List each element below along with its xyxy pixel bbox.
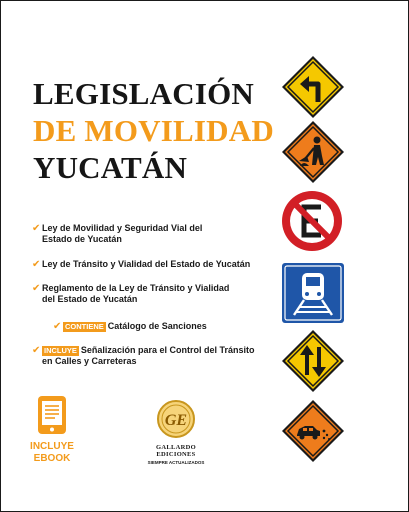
- includes-tag: INCLUYE: [44, 346, 77, 355]
- list-item: [53, 321, 272, 332]
- publisher-logo: [141, 399, 211, 466]
- list-item-text: Ley de Tránsito y Vialidad del Estado de Yucatán: [42, 259, 251, 269]
- check-icon: ✔: [32, 259, 41, 270]
- list-item-text: Reglamento de la Ley de Tránsito y Vialidad del Estado de Yucatán: [42, 283, 230, 304]
- ebook-label: [25, 441, 79, 465]
- publisher-monogram: GE: [164, 412, 188, 429]
- publisher-motto: SIEMPRE ACTUALIZADOS: [147, 460, 205, 465]
- slippery-road-sign-icon: [280, 398, 346, 464]
- list-item: [32, 259, 272, 270]
- two-way-traffic-sign-icon: [280, 328, 346, 394]
- tablet-icon: [35, 394, 69, 436]
- check-icon: ✔: [32, 223, 41, 234]
- check-icon: ✔: [32, 283, 41, 294]
- list-item-text: Señalización para el Control del Tránsito en Calles y Carreteras: [42, 345, 255, 366]
- left-turn-sign-icon: [280, 54, 346, 120]
- ebook-label-line-1: INCLUYE: [30, 441, 74, 452]
- contains-tag: CONTIENE: [65, 322, 104, 331]
- no-parking-sign-icon: [280, 189, 344, 253]
- check-icon: ✔: [53, 321, 62, 332]
- check-icon: ✔: [32, 345, 41, 356]
- list-item: [32, 345, 257, 367]
- contents-list: [32, 223, 272, 367]
- ebook-badge: [31, 394, 73, 465]
- publisher-name: [141, 444, 211, 458]
- ebook-label-line-2: EBOOK: [33, 453, 71, 464]
- list-item-text: Catálogo de Sanciones: [107, 321, 207, 331]
- cover-title: [33, 75, 274, 186]
- title-line-1: LEGISLACIÓN: [33, 76, 254, 111]
- railway-station-sign-icon: [282, 263, 344, 323]
- publisher-name-line-2: EDICIONES: [156, 451, 196, 458]
- list-item: [32, 223, 232, 245]
- publisher-emblem-icon: [156, 399, 196, 439]
- publisher-name-line-1: GALLARDO: [156, 444, 196, 451]
- road-work-sign-icon: [280, 119, 346, 185]
- title-line-3: YUCATÁN: [33, 150, 188, 185]
- list-item-text: Ley de Movilidad y Seguridad Vial del Estado de Yucatán: [42, 223, 203, 244]
- title-line-2: DE MOVILIDAD: [33, 113, 274, 148]
- list-item: [32, 283, 237, 305]
